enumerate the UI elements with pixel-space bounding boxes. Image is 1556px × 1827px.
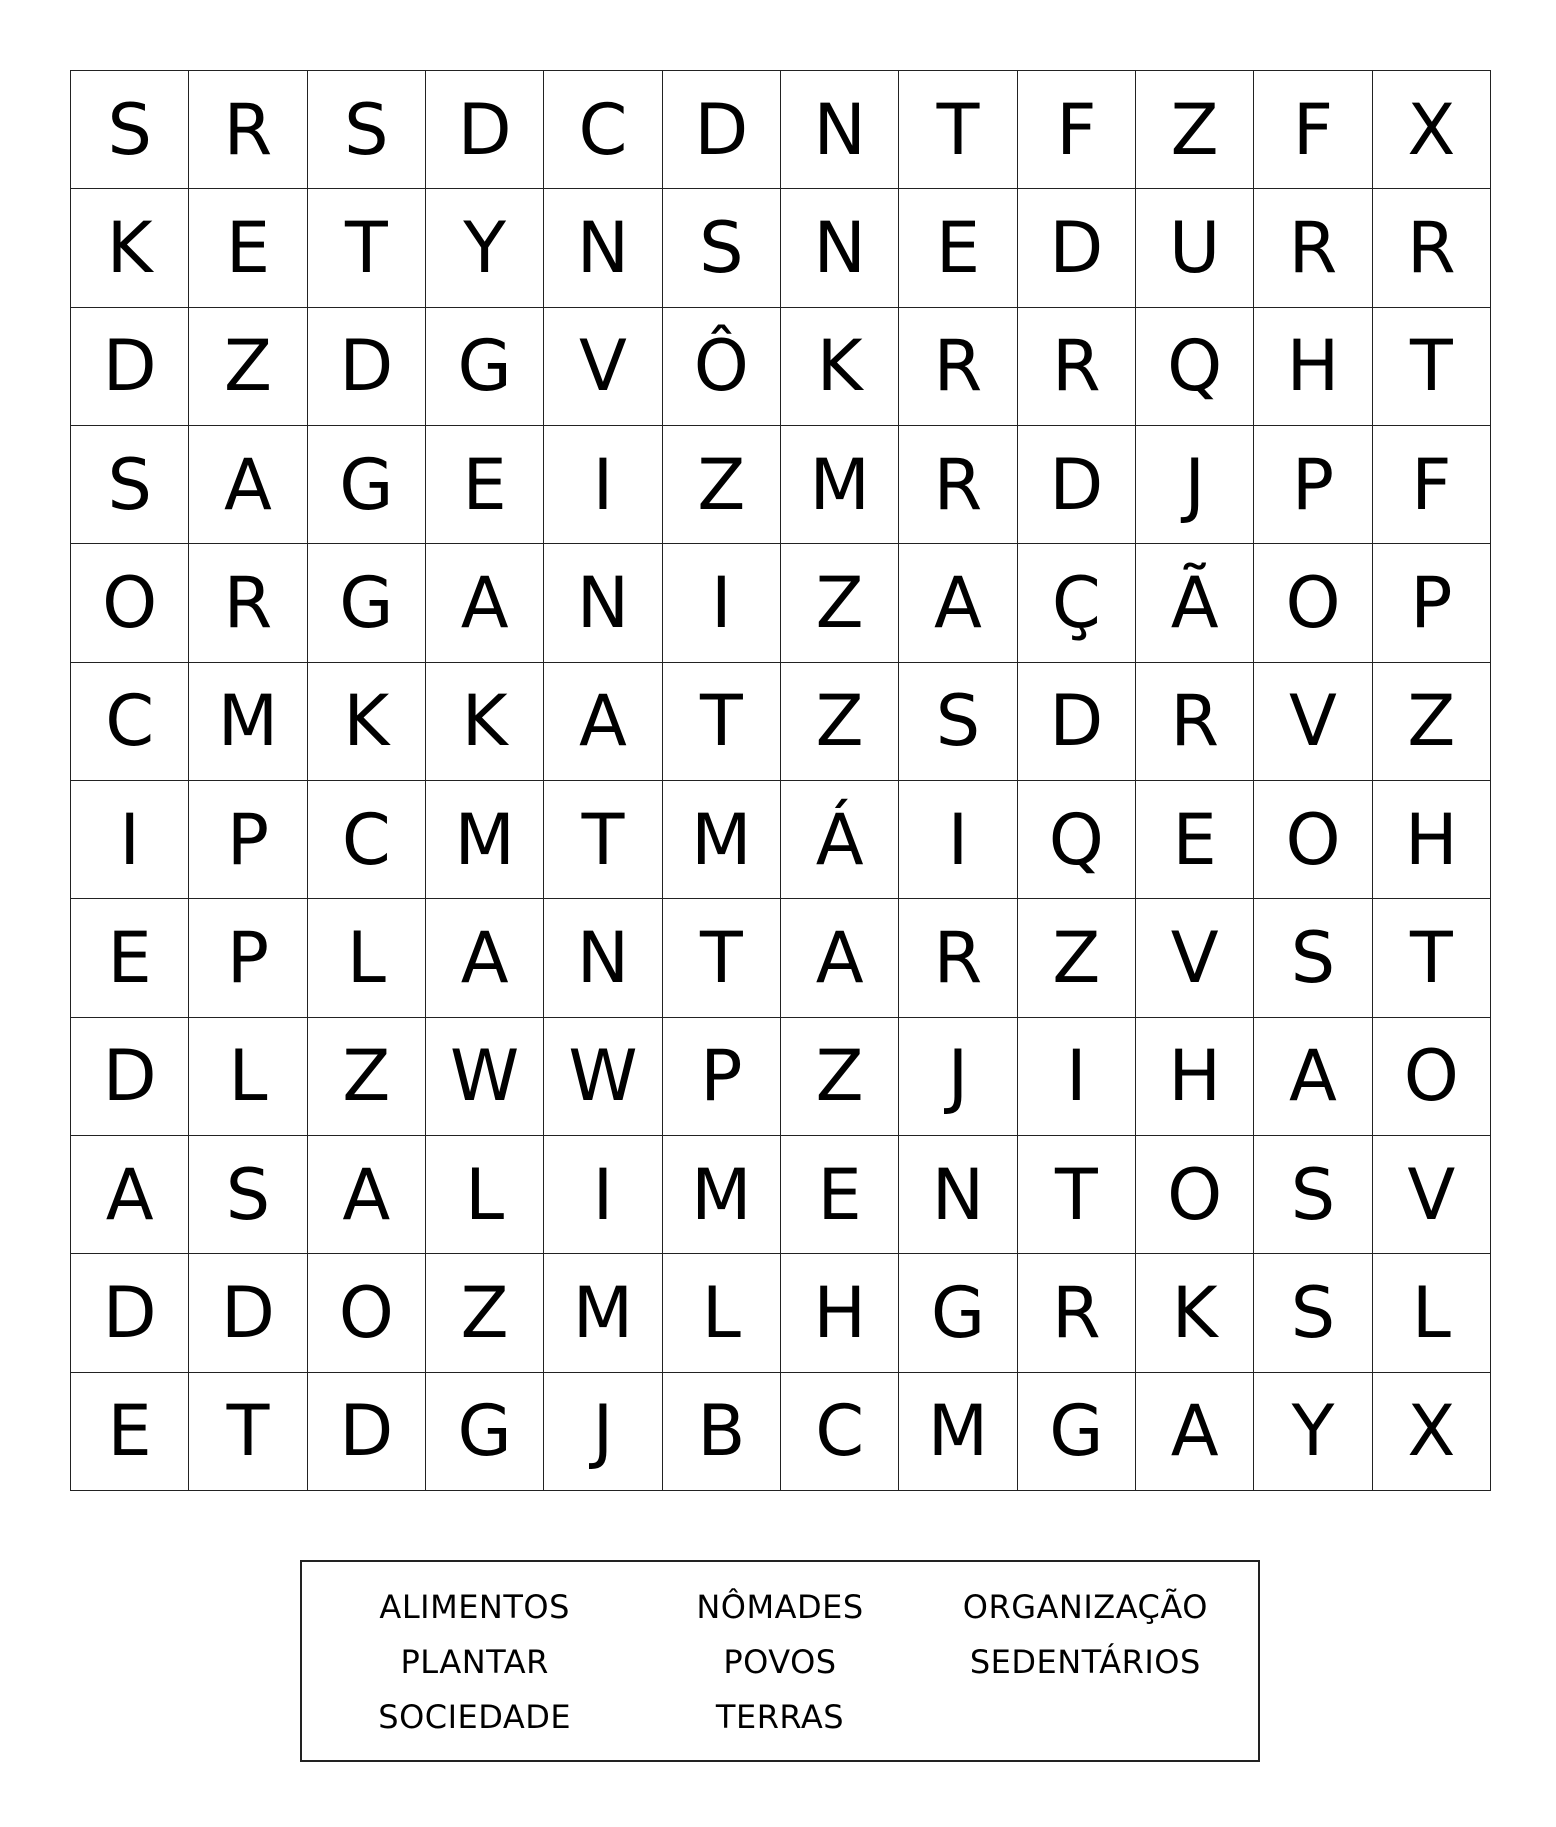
word-list-item: POVOS [723, 1642, 837, 1681]
grid-cell[interactable]: O [1254, 781, 1372, 899]
grid-cell[interactable]: Z [308, 1018, 426, 1136]
grid-cell[interactable]: Y [426, 189, 544, 307]
grid-cell[interactable]: M [781, 426, 899, 544]
grid-cell[interactable]: G [1018, 1373, 1136, 1491]
grid-cell[interactable]: G [426, 308, 544, 426]
grid-cell[interactable]: C [544, 71, 662, 189]
grid-cell[interactable]: W [426, 1018, 544, 1136]
grid-cell[interactable]: A [189, 426, 307, 544]
grid-cell[interactable]: M [426, 781, 544, 899]
word-list-item: TERRAS [715, 1697, 845, 1736]
grid-cell[interactable]: D [1018, 189, 1136, 307]
grid-cell[interactable]: R [1018, 1254, 1136, 1372]
grid-cell[interactable]: P [189, 899, 307, 1017]
grid-cell[interactable]: E [71, 899, 189, 1017]
grid-cell[interactable]: D [1018, 426, 1136, 544]
grid-cell[interactable]: S [1254, 1136, 1372, 1254]
grid-cell[interactable]: J [899, 1018, 1017, 1136]
grid-cell[interactable]: V [1254, 663, 1372, 781]
grid-cell[interactable]: B [663, 1373, 781, 1491]
grid-cell[interactable]: T [663, 899, 781, 1017]
grid-cell[interactable]: I [544, 1136, 662, 1254]
grid-cell[interactable]: M [544, 1254, 662, 1372]
grid-cell[interactable]: A [71, 1136, 189, 1254]
grid-cell[interactable]: C [71, 663, 189, 781]
grid-cell[interactable]: K [1136, 1254, 1254, 1372]
grid-cell[interactable]: L [426, 1136, 544, 1254]
grid-cell[interactable]: L [663, 1254, 781, 1372]
grid-cell[interactable]: M [899, 1373, 1017, 1491]
grid-cell[interactable]: R [1018, 308, 1136, 426]
grid-cell[interactable]: Z [1018, 899, 1136, 1017]
grid-cell[interactable]: Ç [1018, 544, 1136, 662]
grid-cell[interactable]: D [71, 1254, 189, 1372]
grid-cell[interactable]: P [1373, 544, 1491, 662]
grid-cell[interactable]: S [899, 663, 1017, 781]
grid-cell[interactable]: H [1254, 308, 1372, 426]
grid-cell[interactable]: J [544, 1373, 662, 1491]
grid-cell[interactable]: R [189, 544, 307, 662]
grid-cell[interactable]: L [1373, 1254, 1491, 1372]
grid-cell[interactable]: E [899, 189, 1017, 307]
grid-cell[interactable]: P [663, 1018, 781, 1136]
grid-cell[interactable]: T [899, 71, 1017, 189]
letter-grid [70, 70, 1491, 1491]
grid-cell[interactable]: A [426, 899, 544, 1017]
grid-cell[interactable]: V [1373, 1136, 1491, 1254]
grid-cell[interactable]: S [71, 71, 189, 189]
grid-cell[interactable]: K [426, 663, 544, 781]
grid-cell[interactable]: H [1136, 1018, 1254, 1136]
grid-cell[interactable]: A [308, 1136, 426, 1254]
word-list-item: NÔMADES [696, 1588, 864, 1627]
grid-cell[interactable]: X [1373, 1373, 1491, 1491]
grid-cell[interactable]: A [544, 663, 662, 781]
grid-cell[interactable]: S [308, 71, 426, 189]
grid-cell[interactable]: N [544, 189, 662, 307]
grid-cell[interactable]: Z [426, 1254, 544, 1372]
grid-cell[interactable]: O [1373, 1018, 1491, 1136]
grid-cell[interactable]: Z [1136, 71, 1254, 189]
grid-cell[interactable]: Q [1136, 308, 1254, 426]
grid-cell[interactable]: J [1136, 426, 1254, 544]
grid-cell[interactable]: R [899, 308, 1017, 426]
grid-cell[interactable]: M [663, 781, 781, 899]
grid-cell[interactable]: U [1136, 189, 1254, 307]
grid-cell[interactable]: I [544, 426, 662, 544]
grid-cell[interactable]: E [71, 1373, 189, 1491]
grid-cell[interactable]: N [781, 71, 899, 189]
grid-cell[interactable]: I [71, 781, 189, 899]
grid-cell[interactable]: S [1254, 899, 1372, 1017]
grid-cell[interactable]: D [189, 1254, 307, 1372]
grid-cell[interactable]: T [544, 781, 662, 899]
grid-cell[interactable]: D [663, 71, 781, 189]
grid-cell[interactable]: R [899, 426, 1017, 544]
grid-cell[interactable]: M [189, 663, 307, 781]
grid-cell[interactable]: P [1254, 426, 1372, 544]
grid-cell[interactable]: O [308, 1254, 426, 1372]
grid-cell[interactable]: S [189, 1136, 307, 1254]
grid-cell[interactable]: V [544, 308, 662, 426]
grid-cell[interactable]: D [71, 308, 189, 426]
grid-cell[interactable]: R [1254, 189, 1372, 307]
grid-cell[interactable]: E [426, 426, 544, 544]
grid-cell[interactable]: H [781, 1254, 899, 1372]
grid-cell[interactable]: O [71, 544, 189, 662]
grid-cell[interactable]: I [663, 544, 781, 662]
grid-cell[interactable]: Á [781, 781, 899, 899]
grid-cell[interactable]: N [781, 189, 899, 307]
grid-cell[interactable]: D [71, 1018, 189, 1136]
grid-cell[interactable]: F [1018, 71, 1136, 189]
grid-cell[interactable]: X [1373, 71, 1491, 189]
grid-cell[interactable]: Z [781, 663, 899, 781]
word-list-item: ALIMENTOS [379, 1588, 570, 1627]
grid-cell[interactable]: G [308, 426, 426, 544]
grid-cell[interactable]: L [308, 899, 426, 1017]
grid-cell[interactable]: A [1136, 1373, 1254, 1491]
grid-cell[interactable]: D [426, 71, 544, 189]
grid-cell[interactable]: D [308, 1373, 426, 1491]
grid-cell[interactable]: R [1136, 663, 1254, 781]
grid-cell[interactable]: W [544, 1018, 662, 1136]
grid-cell[interactable]: R [189, 71, 307, 189]
grid-cell[interactable]: Z [781, 544, 899, 662]
grid-cell[interactable]: I [899, 781, 1017, 899]
grid-cell[interactable]: E [781, 1136, 899, 1254]
grid-cell[interactable]: D [1018, 663, 1136, 781]
grid-cell[interactable]: Ô [663, 308, 781, 426]
grid-cell[interactable]: Y [1254, 1373, 1372, 1491]
word-list-item: SOCIEDADE [378, 1697, 572, 1736]
grid-cell[interactable]: Z [1373, 663, 1491, 781]
grid-cell[interactable]: T [1018, 1136, 1136, 1254]
grid-cell[interactable]: O [1136, 1136, 1254, 1254]
grid-cell[interactable]: F [1254, 71, 1372, 189]
grid-cell[interactable]: T [663, 663, 781, 781]
word-list [300, 1560, 1260, 1762]
grid-cell[interactable]: C [308, 781, 426, 899]
grid-cell[interactable]: T [189, 1373, 307, 1491]
grid-cell[interactable]: S [663, 189, 781, 307]
grid-cell[interactable]: Ã [1136, 544, 1254, 662]
grid-cell[interactable]: K [308, 663, 426, 781]
grid-cell[interactable]: G [899, 1254, 1017, 1372]
grid-cell[interactable]: E [189, 189, 307, 307]
grid-cell[interactable]: Z [663, 426, 781, 544]
word-list-item: SEDENTÁRIOS [969, 1642, 1201, 1681]
grid-cell[interactable]: N [544, 899, 662, 1017]
grid-cell[interactable]: L [189, 1018, 307, 1136]
grid-cell[interactable]: A [899, 544, 1017, 662]
grid-cell[interactable]: N [544, 544, 662, 662]
grid-cell[interactable]: G [426, 1373, 544, 1491]
grid-cell[interactable]: T [1373, 899, 1491, 1017]
grid-cell[interactable]: E [1136, 781, 1254, 899]
grid-cell[interactable]: A [426, 544, 544, 662]
grid-cell[interactable]: D [308, 308, 426, 426]
grid-cell[interactable]: Z [781, 1018, 899, 1136]
grid-cell[interactable]: P [189, 781, 307, 899]
grid-cell[interactable]: I [1018, 1018, 1136, 1136]
grid-cell[interactable]: A [781, 899, 899, 1017]
word-list-item [933, 1689, 1238, 1744]
grid-cell[interactable]: K [781, 308, 899, 426]
grid-cell[interactable]: F [1373, 426, 1491, 544]
grid-cell[interactable]: H [1373, 781, 1491, 899]
grid-cell[interactable]: Z [189, 308, 307, 426]
word-list-item: ORGANIZAÇÃO [962, 1588, 1208, 1627]
grid-cell[interactable]: O [1254, 544, 1372, 662]
grid-cell[interactable]: T [1373, 308, 1491, 426]
grid-cell[interactable]: R [899, 899, 1017, 1017]
grid-cell[interactable]: T [308, 189, 426, 307]
grid-cell[interactable]: V [1136, 899, 1254, 1017]
grid-cell[interactable]: M [663, 1136, 781, 1254]
word-list-item: PLANTAR [400, 1642, 549, 1681]
grid-cell[interactable]: K [71, 189, 189, 307]
grid-cell[interactable]: A [1254, 1018, 1372, 1136]
grid-cell[interactable]: R [1373, 189, 1491, 307]
grid-cell[interactable]: N [899, 1136, 1017, 1254]
grid-cell[interactable]: S [71, 426, 189, 544]
grid-cell[interactable]: S [1254, 1254, 1372, 1372]
grid-cell[interactable]: C [781, 1373, 899, 1491]
grid-cell[interactable]: G [308, 544, 426, 662]
grid-cell[interactable]: Q [1018, 781, 1136, 899]
